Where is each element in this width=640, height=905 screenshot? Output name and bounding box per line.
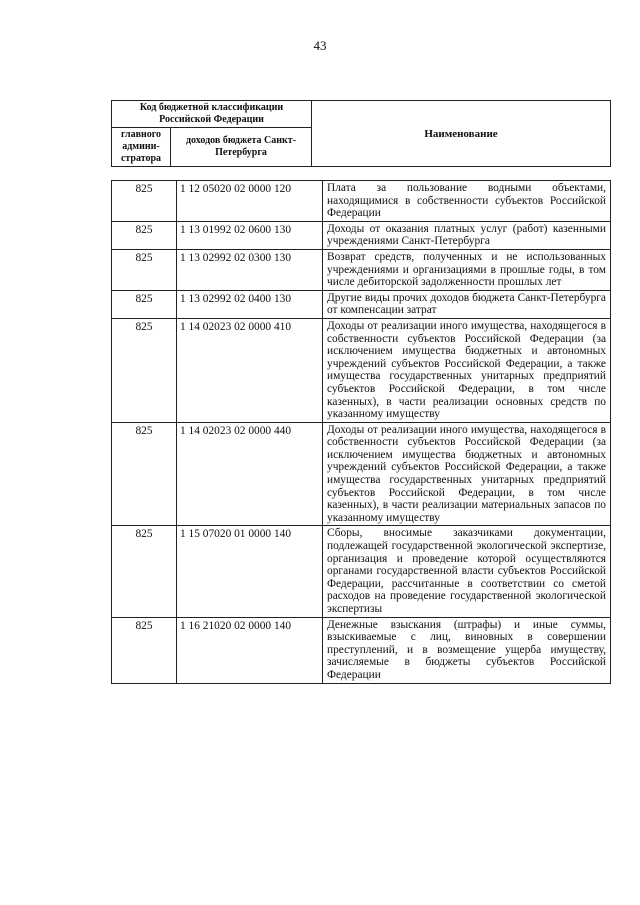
income-code-cell: 1 14 02023 02 0000 410 bbox=[177, 318, 323, 422]
income-code-column-header: доходов бюджета Санкт-Петербурга bbox=[171, 128, 312, 167]
table-row bbox=[112, 181, 611, 222]
income-name-cell: Другие виды прочих доходов бюджета Санкт-Петербурга от компенсации затрат bbox=[323, 290, 611, 318]
income-code-cell: 1 13 01992 02 0600 130 bbox=[177, 221, 323, 249]
administrator-code-cell: 825 bbox=[112, 617, 177, 683]
income-code-cell: 1 16 21020 02 0000 140 bbox=[177, 617, 323, 683]
income-name-cell: Плата за пользование водными объектами, находящимися в собственности субъектов Российской Федерации bbox=[323, 181, 611, 222]
budget-classification-code-header: Код бюджетной классификации Российской Федерации bbox=[112, 101, 312, 128]
income-name-cell: Денежные взыскания (штрафы) и иные суммы, взыскиваемые с лиц, виновных в совершении преступлений, и в возмещение ущерба имуществу, зачисляемые в бюджеты субъектов Российской Федерации bbox=[323, 617, 611, 683]
page-number: 43 bbox=[313, 38, 327, 53]
table-row bbox=[112, 422, 611, 526]
income-code-cell: 1 13 02992 02 0300 130 bbox=[177, 249, 323, 290]
administrator-code-cell: 825 bbox=[112, 249, 177, 290]
income-code-cell: 1 15 07020 01 0000 140 bbox=[177, 526, 323, 617]
table-row bbox=[112, 617, 611, 683]
administrator-code-cell: 825 bbox=[112, 181, 177, 222]
income-codes-table bbox=[111, 180, 611, 684]
table-row bbox=[112, 290, 611, 318]
table-row bbox=[112, 318, 611, 422]
income-name-cell: Доходы от реализации иного имущества, находящегося в собственности субъектов Российской Федерации (за исключением имущества бюджетных и автономных учреждений субъектов Российской Федерации, а также имущества государственных унитарных предприятий субъектов Российской Федерации, в том числе казенных), в части реализации основных средств по указанному имуществу bbox=[323, 318, 611, 422]
table-row bbox=[112, 526, 611, 617]
income-code-cell: 1 12 05020 02 0000 120 bbox=[177, 181, 323, 222]
income-name-cell: Доходы от оказания платных услуг (работ) казенными учреждениями Санкт-Петербурга bbox=[323, 221, 611, 249]
table-row bbox=[112, 221, 611, 249]
administrator-code-cell: 825 bbox=[112, 290, 177, 318]
table-row bbox=[112, 249, 611, 290]
administrator-code-cell: 825 bbox=[112, 526, 177, 617]
chief-administrator-column-header: главного админи- стратора bbox=[112, 128, 171, 167]
classification-header-table bbox=[111, 100, 611, 167]
income-code-cell: 1 14 02023 02 0000 440 bbox=[177, 422, 323, 526]
name-column-header: Наименование bbox=[312, 101, 611, 167]
income-name-cell: Доходы от реализации иного имущества, находящегося в собственности субъектов Российской Федерации (за исключением имущества бюджетных и автономных учреждений субъектов Российской Федерации, а также имущества государственных унитарных предприятий субъектов Российской Федерации, в том числе казенных), в части реализации материальных запасов по указанному имуществу bbox=[323, 422, 611, 526]
administrator-code-cell: 825 bbox=[112, 221, 177, 249]
administrator-code-cell: 825 bbox=[112, 422, 177, 526]
income-name-cell: Сборы, вносимые заказчиками документации, подлежащей государственной экологической экспертизе, организация и проведение которой осуществляются органами государственной власти субъектов Российской Федерации, рассчитанные в соответствии со сметой расходов на проведение государственной экологической экспертизы bbox=[323, 526, 611, 617]
administrator-code-cell: 825 bbox=[112, 318, 177, 422]
income-code-cell: 1 13 02992 02 0400 130 bbox=[177, 290, 323, 318]
income-name-cell: Возврат средств, полученных и не использованных учреждениями и организациями в прошлые годы, в том числе дебиторской задолженности прошлых лет bbox=[323, 249, 611, 290]
